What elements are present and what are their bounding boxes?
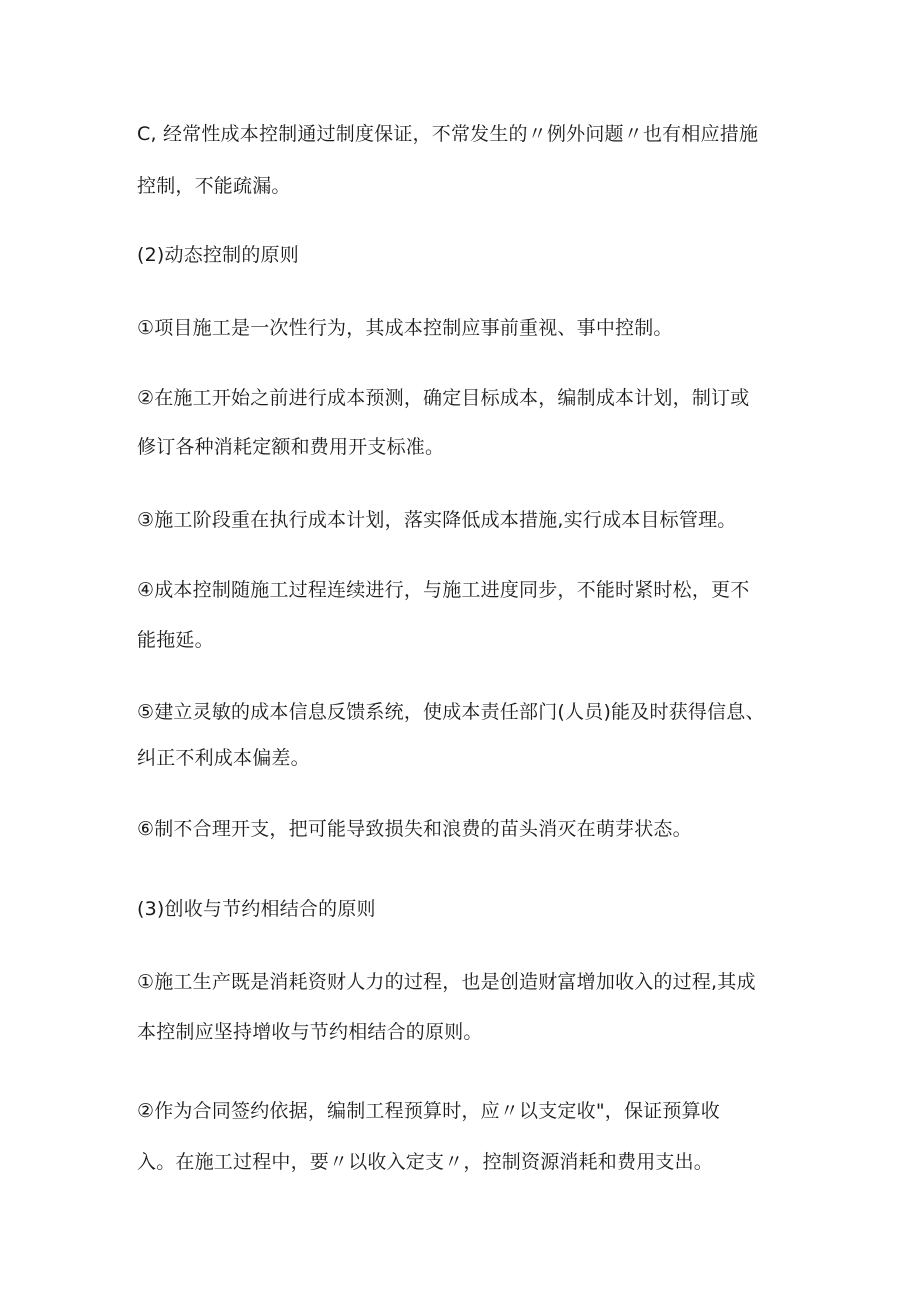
text-line: 能拖延。	[137, 629, 214, 651]
text-line: ②作为合同签约依据，编制工程预算时，应〃以支定收"，保证预算收	[137, 1100, 720, 1122]
text-line: ①项目施工是一次性行为，其成本控制应事前重视、事中控制。	[137, 317, 673, 339]
section-heading: (2)动态控制的原则	[137, 244, 299, 266]
text-line: 修订各种消耗定额和费用开支标准。	[137, 436, 445, 458]
text-line: 纠正不利成本偏差。	[137, 747, 310, 769]
text-line: ⑤建立灵敏的成本信息反馈系统，使成本责任部门(人员)能及时获得信息、	[137, 701, 765, 723]
text-line: ④成本控制随施工过程连续进行，与施工进度同步，不能时紧时松，更不	[137, 579, 750, 601]
text-line: 本控制应坚持增收与节约相结合的原则。	[137, 1021, 483, 1043]
section-heading: (3)创收与节约相结合的原则	[137, 898, 376, 920]
text-line: ①施工生产既是消耗资财人力的过程，也是创造财富增加收入的过程,其成	[137, 971, 756, 993]
text-line: ②在施工开始之前进行成本预测，确定目标成本，编制成本计划，制订或	[137, 387, 750, 409]
text-line: ⑥制不合理开支，把可能导致损失和浪费的苗头消灭在萌芽状态。	[137, 818, 692, 840]
text-line: 控制，不能疏漏。	[137, 175, 291, 197]
text-line: ③施工阶段重在执行成本计划，落实降低成本措施,实行成本目标管理。	[137, 509, 737, 531]
text-line: C, 经常性成本控制通过制度保证，不常发生的〃例外问题〃也有相应措施	[137, 123, 759, 145]
text-line: 入。在施工过程中，要〃以收入定支〃，控制资源消耗和费用支出。	[137, 1151, 714, 1173]
